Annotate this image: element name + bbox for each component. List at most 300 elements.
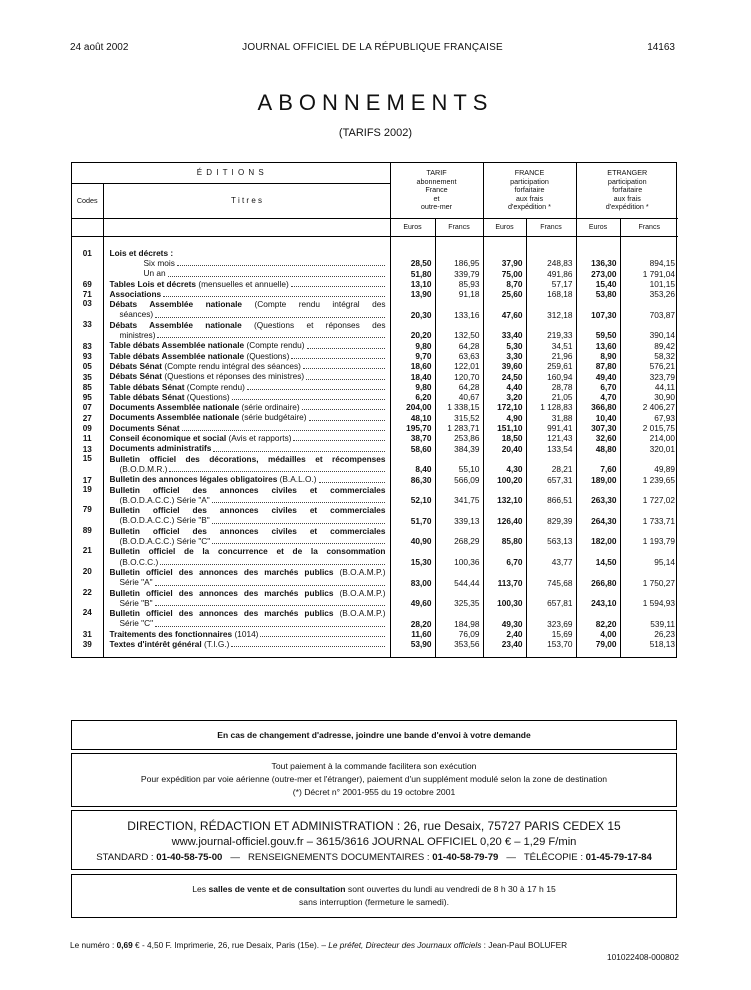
price-francs: 184,98 — [435, 608, 483, 629]
dot-leader — [155, 605, 385, 606]
price-euros: 59,50 — [576, 320, 620, 341]
row-title-bold: Traitements des fonctionnaires — [109, 628, 233, 639]
editions-heading: É D I T I O N S — [72, 163, 390, 184]
col-france-heading: FRANCE participation forfaitaire aux frais d'expédition * — [483, 163, 576, 219]
table-row — [72, 382, 678, 392]
prefet-title: Le préfet, Directeur des Journaux officiels — [328, 940, 482, 950]
unit-euros: Euros — [483, 219, 526, 237]
price-euros: 32,60 — [576, 433, 620, 443]
row-title-rest: (Compte rendu) — [184, 381, 245, 392]
dot-leader — [213, 451, 384, 452]
table-row — [72, 351, 678, 361]
price-francs: 253,86 — [435, 433, 483, 443]
price-francs: 49,89 — [620, 454, 678, 475]
price-francs: 95,14 — [620, 546, 678, 567]
row-title — [103, 608, 390, 629]
dot-leader — [231, 646, 384, 647]
price-euros: 243,10 — [576, 588, 620, 609]
table-row — [72, 361, 678, 371]
price-francs: 518,13 — [620, 639, 678, 649]
row-code: 33 — [82, 319, 92, 329]
page-subtitle: (TARIFS 2002) — [338, 127, 413, 139]
price-francs: 64,28 — [435, 340, 483, 350]
row-code: 07 — [82, 403, 92, 413]
price-euros: 14,50 — [576, 546, 620, 567]
price-francs: 168,18 — [526, 289, 576, 299]
price-euros: 49,60 — [390, 588, 435, 609]
price-euros: 28,20 — [390, 608, 435, 629]
row-title-rest: (B.O.A.M.P.) — [333, 608, 386, 619]
table-row — [72, 392, 678, 402]
row-title-rest: (série ordinaire) — [239, 402, 300, 413]
table-spacer-row — [72, 649, 678, 657]
row-code: 13 — [82, 444, 92, 454]
price-euros: 53,90 — [390, 639, 435, 649]
price-francs: 1 128,83 — [526, 402, 576, 412]
table-row — [72, 433, 678, 443]
price-francs: 100,36 — [435, 546, 483, 567]
table-row — [72, 402, 678, 412]
price-euros: 4,70 — [576, 392, 620, 402]
row-title-line2: Série "B" — [119, 597, 153, 608]
tarifs-table-box — [71, 162, 677, 658]
row-title — [103, 567, 390, 588]
price-euros: 40,90 — [390, 526, 435, 547]
price-euros: 6,20 — [390, 392, 435, 402]
price-euros: 15,40 — [576, 279, 620, 289]
row-code: 71 — [82, 290, 92, 300]
row-title — [103, 505, 390, 526]
row-code: 20 — [82, 566, 92, 576]
price-euros: 107,30 — [576, 299, 620, 320]
row-title-rest: (Avis et rapports) — [226, 433, 292, 444]
row-title — [103, 423, 390, 433]
payment-line-1: Tout paiement à la commande facilitera son exécution — [271, 761, 477, 771]
titres-heading: T i t r e s — [103, 184, 390, 219]
row-title-bold: Textes d'intérêt général — [109, 638, 202, 649]
price-euros: 39,60 — [483, 361, 526, 371]
col-tarif-heading: TARIF abonnement France et outre-mer — [390, 163, 483, 219]
row-code: 93 — [82, 351, 92, 361]
row-title — [103, 258, 390, 268]
price-euros: 5,30 — [483, 340, 526, 350]
dot-leader — [168, 276, 385, 277]
price-euros: 24,50 — [483, 371, 526, 381]
price-euros: 132,10 — [483, 485, 526, 506]
price-euros: 151,10 — [483, 423, 526, 433]
tarifs-body — [72, 237, 678, 658]
price-francs — [620, 245, 678, 258]
row-title-bold: Documents Assemblée nationale — [109, 402, 240, 413]
row-title-line2: (B.O.D.A.C.C.) Série "C" — [119, 536, 211, 547]
price-euros: 8,70 — [483, 279, 526, 289]
price-euros: 28,50 — [390, 258, 435, 268]
standard-label: STANDARD : — [96, 852, 157, 863]
price-francs: 563,13 — [526, 526, 576, 547]
price-francs: 89,42 — [620, 340, 678, 350]
price-euros: 51,80 — [390, 268, 435, 278]
dot-leader — [260, 636, 384, 637]
price-euros: 18,40 — [390, 371, 435, 381]
price-francs: 30,90 — [620, 392, 678, 402]
price-euros: 18,60 — [390, 361, 435, 371]
price-francs: 21,05 — [526, 392, 576, 402]
row-title-rest: (Compte rendu) — [244, 340, 305, 351]
row-title — [103, 433, 390, 443]
price-francs: 85,93 — [435, 279, 483, 289]
price-euros: 4,90 — [483, 412, 526, 422]
table-row — [72, 371, 678, 381]
dot-leader — [155, 317, 384, 318]
row-title — [103, 268, 390, 278]
price-francs: 160,94 — [526, 371, 576, 381]
row-title-rest: (série budgétaire) — [239, 412, 307, 423]
row-title-bold: Bulletin officiel des annonces des marchés publics — [109, 566, 334, 577]
row-title-rest: Six mois — [143, 258, 175, 268]
table-row — [72, 289, 678, 299]
price-euros: 13,60 — [576, 340, 620, 350]
row-code: 89 — [82, 525, 92, 535]
row-title — [103, 402, 390, 412]
dot-leader — [302, 409, 385, 410]
price-euros: 37,90 — [483, 258, 526, 268]
price-francs: 1 750,27 — [620, 567, 678, 588]
price-francs: 320,01 — [620, 443, 678, 453]
price-euros: 182,00 — [576, 526, 620, 547]
price-euros: 83,00 — [390, 567, 435, 588]
table-row — [72, 526, 678, 547]
direction-web: www.journal-officiel.gouv.fr – 3615/3616 JOURNAL OFFICIEL 0,20 € – 1,29 F/min — [171, 836, 577, 848]
salles-post: sont ouvertes du lundi au vendredi de 8 h 30 à 17 h 15 — [345, 884, 556, 894]
price-euros: 195,70 — [390, 423, 435, 433]
price-euros — [390, 245, 435, 258]
row-title-bold: Débats Sénat — [109, 360, 163, 371]
price-euros: 100,20 — [483, 474, 526, 484]
price-euros: 2,40 — [483, 629, 526, 639]
price-francs: 312,18 — [526, 299, 576, 320]
price-euros: 136,30 — [576, 258, 620, 268]
row-title — [103, 340, 390, 350]
dot-leader — [182, 430, 385, 431]
header-journal-name: JOURNAL OFFICIEL DE LA RÉPUBLIQUE FRANÇAISE — [242, 42, 503, 53]
renseignements-number: 01-40-58-79-79 — [432, 852, 499, 863]
page-title: ABONNEMENTS — [257, 90, 494, 115]
price-euros: 9,70 — [390, 351, 435, 361]
salles-line-1 — [72, 883, 676, 896]
row-title — [103, 526, 390, 547]
price-euros: 52,10 — [390, 485, 435, 506]
row-title-bold: Bulletin officiel des décorations, médailles et récompenses — [109, 453, 386, 464]
salles-pre: Les — [192, 884, 209, 894]
row-title — [103, 454, 390, 475]
price-francs: 353,26 — [620, 289, 678, 299]
price-francs: 259,61 — [526, 361, 576, 371]
row-title — [103, 351, 390, 361]
price-euros: 10,40 — [576, 412, 620, 422]
price-francs: 491,86 — [526, 268, 576, 278]
unit-francs: Francs — [526, 219, 576, 237]
price-francs: 26,23 — [620, 629, 678, 639]
row-title-rest: (B.O.A.M.P.) — [333, 566, 386, 577]
row-code: 83 — [82, 341, 92, 351]
price-euros: 7,60 — [576, 454, 620, 475]
price-francs: 214,00 — [620, 433, 678, 443]
price-euros — [483, 245, 526, 258]
table-row — [72, 268, 678, 278]
separator: — — [222, 852, 248, 863]
price-francs: 539,11 — [620, 608, 678, 629]
price-francs: 894,15 — [620, 258, 678, 268]
dot-leader — [306, 379, 384, 380]
dot-leader — [160, 564, 384, 565]
price-francs: 63,63 — [435, 351, 483, 361]
table-row — [72, 608, 678, 629]
dot-leader — [155, 626, 384, 627]
price-euros: 204,00 — [390, 402, 435, 412]
row-code: 27 — [82, 413, 92, 423]
row-title-rest: Un an — [143, 268, 166, 279]
table-row — [72, 340, 678, 350]
price-francs: 122,01 — [435, 361, 483, 371]
price-euros: 49,40 — [576, 371, 620, 381]
row-code: 01 — [82, 249, 92, 258]
row-title — [103, 371, 390, 381]
row-title-rest: (Questions et réponses des ministres) — [162, 371, 305, 382]
dot-leader — [212, 523, 385, 524]
table-row — [72, 474, 678, 484]
row-title — [103, 412, 390, 422]
price-euros: 263,30 — [576, 485, 620, 506]
price-euros: 9,80 — [390, 382, 435, 392]
dot-leader — [293, 440, 384, 441]
price-francs: 67,93 — [620, 412, 678, 422]
price-francs: 657,81 — [526, 588, 576, 609]
price-francs: 566,09 — [435, 474, 483, 484]
payment-box — [71, 753, 677, 807]
price-francs: 268,29 — [435, 526, 483, 547]
row-title-bold: Lois et décrets : — [109, 247, 174, 258]
table-row — [72, 423, 678, 433]
price-euros: 307,30 — [576, 423, 620, 433]
price-euros: 47,60 — [483, 299, 526, 320]
row-code — [72, 268, 103, 278]
col-etranger-heading: ETRANGER participation forfaitaire aux frais d'expédition * — [576, 163, 678, 219]
row-title — [103, 392, 390, 402]
row-code: 69 — [82, 279, 92, 289]
row-title-rest: (Compte rendu intégral des — [242, 299, 386, 310]
row-title-rest: (B.A.L.O.) — [277, 474, 317, 485]
unit-euros: Euros — [576, 219, 620, 237]
row-code: 11 — [82, 434, 92, 444]
table-row — [72, 485, 678, 506]
dot-leader — [212, 543, 384, 544]
direction-phones — [72, 850, 676, 866]
price-euros: 126,40 — [483, 505, 526, 526]
row-title — [103, 546, 390, 567]
price-francs: 133,16 — [435, 299, 483, 320]
row-title-bold: Bulletin officiel des annonces des marchés publics — [109, 587, 334, 598]
row-code: 05 — [82, 362, 92, 372]
price-euros: 20,40 — [483, 443, 526, 453]
row-title-line2: séances) — [119, 309, 154, 320]
dot-leader — [303, 368, 385, 369]
price-francs: 991,41 — [526, 423, 576, 433]
row-title-bold: Débats Assemblée nationale — [109, 299, 243, 310]
row-title — [103, 485, 390, 506]
price-euros: 15,30 — [390, 546, 435, 567]
unit-francs: Francs — [435, 219, 483, 237]
row-title — [103, 382, 390, 392]
price-euros: 13,90 — [390, 289, 435, 299]
price-francs: 1 791,04 — [620, 268, 678, 278]
table-row — [72, 546, 678, 567]
price-francs: 353,56 — [435, 639, 483, 649]
price-francs — [526, 245, 576, 258]
row-title-bold: Débats Assemblée nationale — [109, 319, 242, 330]
row-code: 24 — [82, 608, 92, 618]
dot-leader — [177, 265, 385, 266]
price-francs: 133,54 — [526, 443, 576, 453]
row-title-rest: (Questions) — [184, 391, 230, 402]
salles-box — [71, 874, 677, 918]
row-code: 03 — [82, 299, 92, 309]
price-francs: 1 338,15 — [435, 402, 483, 412]
decree-note: (*) Décret n° 2001-955 du 19 octobre 2001 — [292, 787, 456, 797]
row-code: 21 — [82, 546, 92, 556]
price-francs: 2 015,75 — [620, 423, 678, 433]
price-francs: 31,88 — [526, 412, 576, 422]
price-euros: 23,40 — [483, 639, 526, 649]
row-title-bold: Table débats Sénat — [109, 391, 185, 402]
row-title-bold: Débats Sénat — [109, 371, 163, 382]
unit-euros: Euros — [390, 219, 435, 237]
row-title-bold: Table débats Sénat — [109, 381, 185, 392]
price-francs: 40,67 — [435, 392, 483, 402]
price-euros: 85,80 — [483, 526, 526, 547]
dot-leader — [309, 420, 385, 421]
row-title — [103, 443, 390, 453]
price-euros: 18,50 — [483, 433, 526, 443]
header-page-number: 14163 — [647, 42, 675, 53]
price-euros: 366,80 — [576, 402, 620, 412]
price-euros: 48,10 — [390, 412, 435, 422]
price-euros: 75,00 — [483, 268, 526, 278]
price-francs: 219,33 — [526, 320, 576, 341]
table-row — [72, 299, 678, 320]
footer — [70, 940, 679, 962]
price-francs: 1 283,71 — [435, 423, 483, 433]
row-title — [103, 279, 390, 289]
price-francs: 55,10 — [435, 454, 483, 475]
price-euros: 20,30 — [390, 299, 435, 320]
separator: — — [498, 852, 524, 863]
direction-address: DIRECTION, RÉDACTION ET ADMINISTRATION : 26, rue Desaix, 75727 PARIS CEDEX 15 — [127, 819, 621, 833]
table-row — [72, 629, 678, 639]
price-francs: 745,68 — [526, 567, 576, 588]
row-title-bold: Bulletin officiel de la concurrence et de la consommation — [109, 546, 386, 557]
price-euros: 8,90 — [576, 351, 620, 361]
price-francs: 866,51 — [526, 485, 576, 506]
price-euros: 48,80 — [576, 443, 620, 453]
price-euros: 20,20 — [390, 320, 435, 341]
row-title-bold: Documents Sénat — [109, 422, 180, 433]
row-title-bold: Bulletin des annonces légales obligatoires — [109, 474, 278, 485]
dot-leader — [307, 348, 385, 349]
price-euros: 189,00 — [576, 474, 620, 484]
header-date: 24 août 2002 — [70, 42, 129, 53]
dot-leader — [169, 471, 384, 472]
price-francs: 341,75 — [435, 485, 483, 506]
price-francs: 28,21 — [526, 454, 576, 475]
row-title-bold: Table débats Assemblée nationale — [109, 350, 245, 361]
price-francs: 15,69 — [526, 629, 576, 639]
price-francs: 1 239,65 — [620, 474, 678, 484]
price-francs: 248,83 — [526, 258, 576, 268]
price-francs: 64,28 — [435, 382, 483, 392]
price-francs: 76,09 — [435, 629, 483, 639]
row-title-line2: ministres) — [119, 330, 156, 341]
row-title-bold: Conseil économique et social — [109, 433, 227, 444]
unit-francs: Francs — [620, 219, 678, 237]
price-francs: 91,18 — [435, 289, 483, 299]
table-row — [72, 588, 678, 609]
price-francs: 1 193,79 — [620, 526, 678, 547]
price-euros: 38,70 — [390, 433, 435, 443]
row-code: 85 — [82, 382, 92, 392]
row-title-bold: Bulletin officiel des annonces civiles et commerciales — [109, 484, 386, 495]
price-euros: 6,70 — [483, 546, 526, 567]
table-row — [72, 320, 678, 341]
price-euros: 4,40 — [483, 382, 526, 392]
table-row — [72, 258, 678, 268]
price-euros: 11,60 — [390, 629, 435, 639]
dot-leader — [247, 389, 385, 390]
price-euros: 3,30 — [483, 351, 526, 361]
dot-leader — [291, 286, 385, 287]
row-title — [103, 474, 390, 484]
price-euros: 4,00 — [576, 629, 620, 639]
price-francs — [435, 245, 483, 258]
row-title-bold: Bulletin officiel des annonces civiles et commerciales — [109, 525, 386, 536]
price-euros: 4,30 — [483, 454, 526, 475]
price-euros: 13,10 — [390, 279, 435, 289]
row-title-rest: (1014) — [232, 628, 259, 639]
price-francs: 101,15 — [620, 279, 678, 289]
price-francs: 390,14 — [620, 320, 678, 341]
price-francs: 325,35 — [435, 588, 483, 609]
row-title-bold: Documents Assemblée nationale — [109, 412, 240, 423]
footer-code: 101022408-000802 — [607, 952, 679, 962]
price-francs: 1 727,02 — [620, 485, 678, 506]
price-francs: 43,77 — [526, 546, 576, 567]
price-euros: 273,00 — [576, 268, 620, 278]
salles-line-2: sans interruption (fermeture le samedi). — [299, 897, 449, 907]
price-francs: 339,13 — [435, 505, 483, 526]
price-francs: 323,69 — [526, 608, 576, 629]
row-title-rest: (B.O.A.M.P.) — [333, 587, 386, 598]
price-euros: 6,70 — [576, 382, 620, 392]
table-row — [72, 412, 678, 422]
row-title-line2: (B.O.D.M.R.) — [119, 463, 168, 474]
row-title — [103, 629, 390, 639]
price-francs: 186,95 — [435, 258, 483, 268]
table-row — [72, 454, 678, 475]
price-francs: 315,52 — [435, 412, 483, 422]
dot-leader — [155, 585, 385, 586]
codes-heading: Codes — [76, 195, 98, 205]
price-francs: 44,11 — [620, 382, 678, 392]
row-title — [103, 361, 390, 371]
